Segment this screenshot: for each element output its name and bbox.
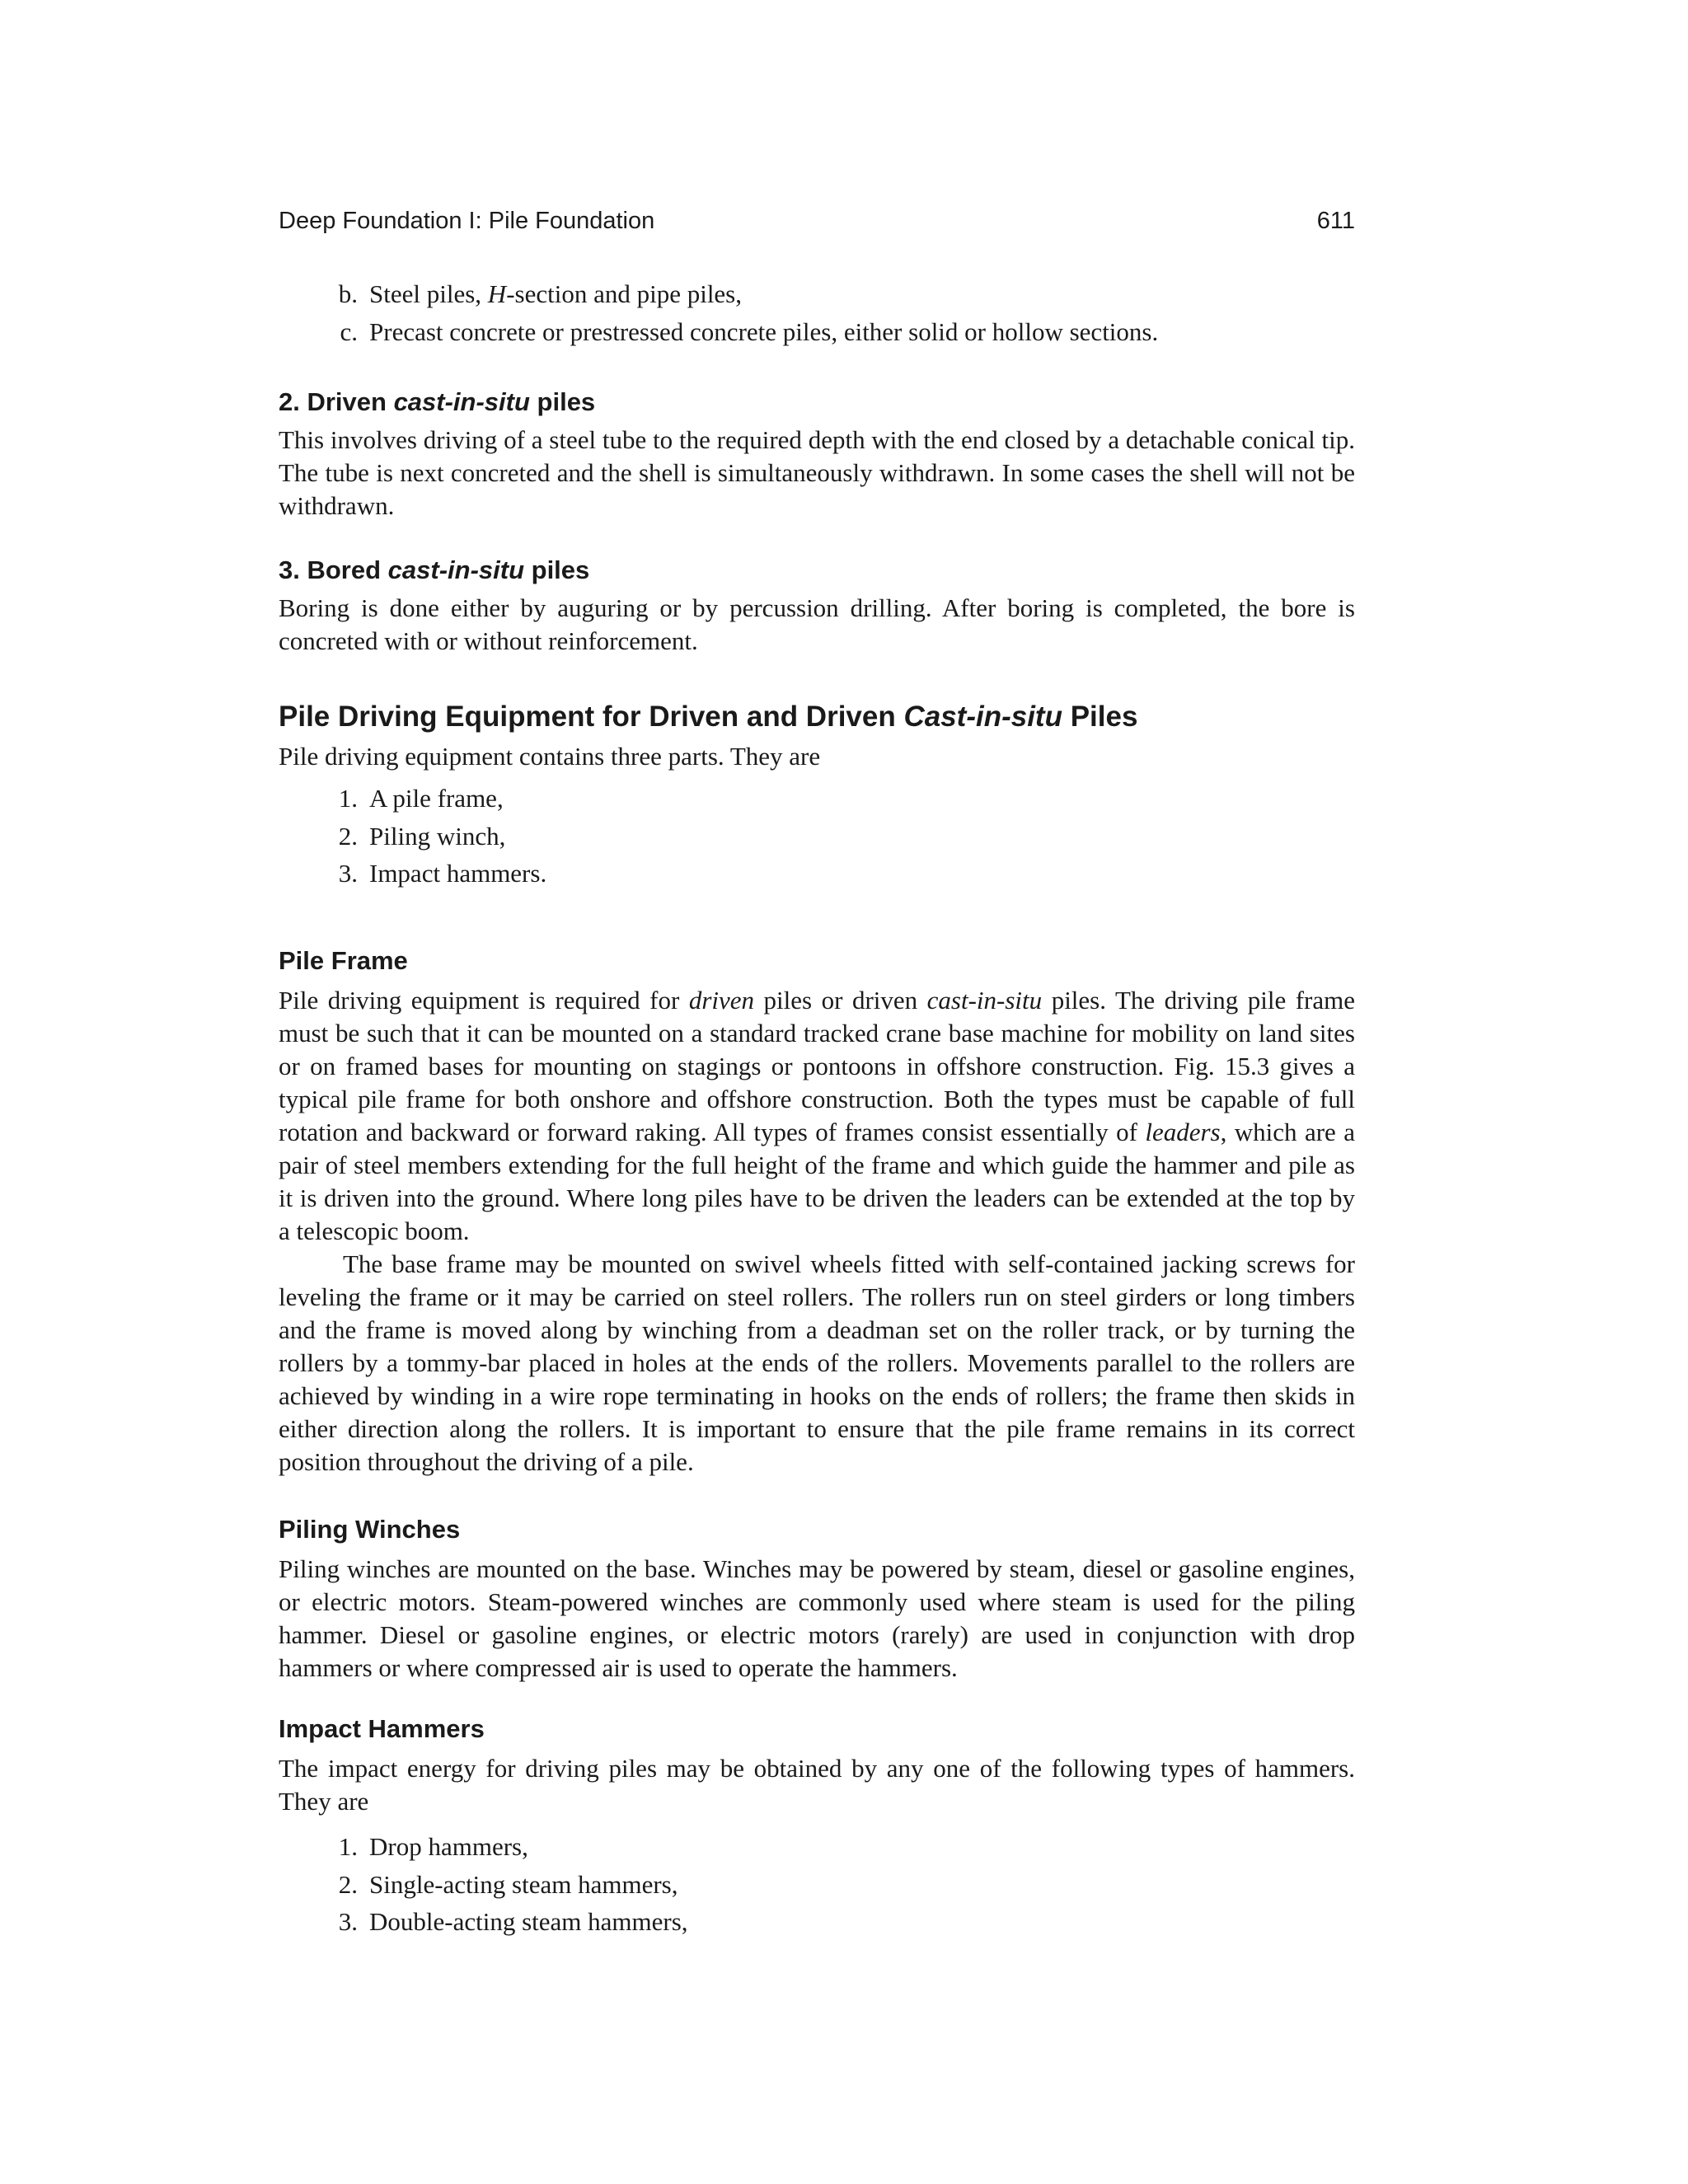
list-item: 3. Double-acting steam hammers, (338, 1907, 688, 1936)
list-marker: b. (338, 279, 358, 308)
section-intro: The impact energy for driving piles may be obtained by any one of the following types of hammers. They are (279, 1754, 1355, 1816)
list-text: Steel piles, H-section and pipe piles, (369, 279, 742, 308)
list-item: 2. Single-acting steam hammers, (338, 1869, 678, 1899)
page-number: 611 (1316, 208, 1355, 234)
section-heading: 2. Driven cast-in-situ piles (279, 387, 596, 416)
top-list (279, 275, 1355, 350)
list-text: Precast concrete or prestressed concrete piles, either solid or hollow sections. (369, 316, 1159, 346)
list-item: 1. Drop hammers, (338, 1832, 528, 1861)
section-intro: Pile driving equipment contains three parts. They are (279, 742, 821, 771)
list-item (279, 275, 1355, 313)
section-heading: Pile Frame (279, 946, 408, 975)
running-title: Deep Foundation I: Pile Foundation (279, 208, 655, 234)
section-pile-frame (279, 946, 1355, 1479)
section-impact-hammers (279, 1714, 1355, 1941)
running-head (279, 208, 1355, 235)
section-driven-cast-in-situ (279, 387, 1355, 523)
section-paragraph: The base frame may be mounted on swivel wheels fitted with self-contained jacking screws for leveling the frame or it may be carried on steel rollers. The rollers run on steel girders or long timbers and the frame is moved along by winching from a deadman set on the roller track, or by turning the rollers by a tommy-bar placed in holes at the ends of the rollers. Movements parallel to the rollers are achieved by winding in a wire rope terminating in hooks on the ends of rollers; the frame then skids in either direction along the rollers. It is important to ensure that the pile frame remains in its correct position throughout the driving of a pile. (279, 1249, 1355, 1476)
list-item: 1. A pile frame, (338, 784, 504, 813)
list-item (279, 313, 1355, 351)
section-paragraph: Boring is done either by auguring or by percussion drilling. After boring is completed, the bore is concreted with or without reinforcement. (279, 593, 1355, 655)
section-heading: 3. Bored cast-in-situ piles (279, 555, 590, 584)
section-heading: Pile Driving Equipment for Driven and Driven Cast-in-situ Piles (279, 701, 1138, 733)
list-item: 2. Piling winch, (338, 821, 506, 851)
list-marker: c. (340, 316, 358, 346)
hammer-list (279, 1828, 1355, 1941)
section-bored-cast-in-situ (279, 555, 1355, 658)
section-piling-winches (279, 1515, 1355, 1685)
section-paragraph: Piling winches are mounted on the base. Winches may be powered by steam, diesel or gasoline engines, or electric motors. Steam-powered winches are commonly used where steam is used for the piling hammer. Diesel or gasoline engines, or electric motors (rarely) are used in conjunction with drop hammers or where compressed air is used to operate the hammers. (279, 1554, 1355, 1682)
section-paragraph: Pile driving equipment is required for driven piles or driven cast-in-situ piles. The driving pile frame must be such that it can be mounted on a standard tracked crane base machine for mobility on land sites or on framed bases for mounting on stagings or pontoons in offshore construction. Fig. 15.3 gives a typical pile frame for both onshore and offshore construction. Both the types must be capable of full rotation and backward or forward raking. All types of frames consist essentially of leaders, which are a pair of steel members extending for the full height of the frame and which guide the hammer and pile as it is driven into the ground. Where long piles have to be driven the leaders can be extended at the top by a telescopic boom. (279, 986, 1355, 1245)
equipment-list (279, 780, 1355, 893)
section-heading: Piling Winches (279, 1515, 461, 1544)
section-heading: Impact Hammers (279, 1714, 485, 1743)
section-pile-driving-equipment (279, 701, 1355, 893)
list-item: 3. Impact hammers. (338, 859, 547, 888)
section-paragraph: This involves driving of a steel tube to the required depth with the end closed by a detachable conical tip. The tube is next concreted and the shell is simultaneously withdrawn. In some cases the shell will not be withdrawn. (279, 425, 1355, 520)
